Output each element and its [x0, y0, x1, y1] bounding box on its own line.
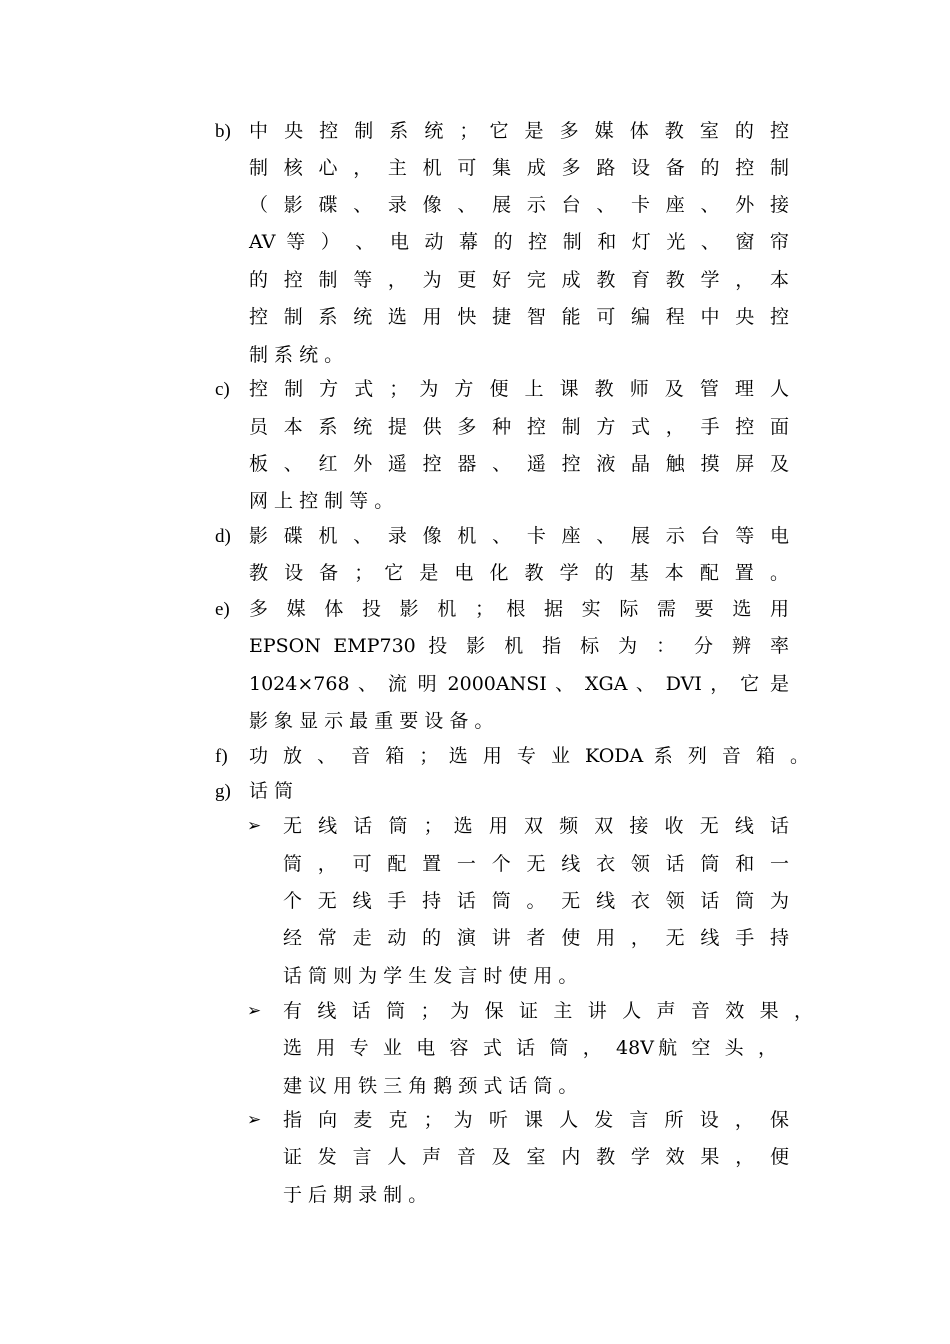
text-line: 的 控 制 等 ， 为 更 好 完 成 教 育 教 学 ， 本	[249, 269, 789, 291]
text-line: EPSON EMP730 投 影 机 指 标 为 ： 分 辨 率	[249, 635, 789, 657]
text-line: 控 制 方 式 ； 为 方 便 上 课 教 师 及 管 理 人	[249, 378, 789, 400]
text-line: 有 线 话 筒 ； 为 保 证 主 讲 人 声 音 效 果 ，	[283, 1000, 813, 1022]
text-line: 功 放 、 音 箱 ； 选 用 专 业 KODA 系 列 音 箱 。	[249, 745, 809, 767]
list-marker: d)	[215, 526, 231, 547]
text-line: 影 碟 机 、 录 像 机 、 卡 座 、 展 示 台 等 电	[249, 525, 789, 547]
list-marker: c)	[215, 379, 230, 400]
text-line: 员 本 系 统 提 供 多 种 控 制 方 式 ， 手 控 面	[249, 416, 789, 438]
text-line: 筒 ， 可 配 置 一 个 无 线 衣 领 话 筒 和 一	[283, 853, 789, 875]
arrow-bullet-icon: ➢	[247, 1110, 262, 1130]
text-line: 制 核 心 ， 主 机 可 集 成 多 路 设 备 的 控 制	[249, 157, 789, 179]
text-line: 多 媒 体 投 影 机 ； 根 据 实 际 需 要 选 用	[249, 598, 789, 620]
text-line: 中 央 控 制 系 统 ； 它 是 多 媒 体 教 室 的 控	[249, 120, 789, 142]
text-line: AV 等 ） 、 电 动 幕 的 控 制 和 灯 光 、 窗 帘	[249, 231, 789, 253]
text-line: 1024×768 、 流 明 2000ANSI 、 XGA 、 DVI ， 它 是	[249, 673, 789, 695]
text-line: 制 系 统 。	[249, 344, 344, 366]
text-line: （ 影 碟 、 录 像 、 展 示 台 、 卡 座 、 外 接	[249, 194, 789, 216]
text-line: 板 、 红 外 遥 控 器 、 遥 控 液 晶 触 摸 屏 及	[249, 453, 789, 475]
text-line: 经 常 走 动 的 演 讲 者 使 用 ， 无 线 手 持	[283, 927, 789, 949]
text-line: 于 后 期 录 制 。	[283, 1184, 428, 1206]
list-marker: b)	[215, 121, 231, 142]
arrow-bullet-icon: ➢	[247, 816, 262, 836]
text-line: 教 设 备 ； 它 是 电 化 教 学 的 基 本 配 置 。	[249, 562, 789, 584]
text-line: 选 用 专 业 电 容 式 话 筒 ， 48V航 空 头 ，	[283, 1037, 777, 1059]
text-line: 话 筒	[249, 780, 294, 802]
text-line: 无 线 话 筒 ； 选 用 双 频 双 接 收 无 线 话	[283, 815, 789, 837]
text-line: 证 发 言 人 声 音 及 室 内 教 学 效 果 ， 便	[283, 1146, 789, 1168]
text-line: 个 无 线 手 持 话 筒 。 无 线 衣 领 话 筒 为	[283, 890, 789, 912]
text-line: 建 议 用 铁 三 角 鹅 颈 式 话 筒 。	[283, 1075, 578, 1097]
text-line: 话 筒 则 为 学 生 发 言 时 使 用 。	[283, 965, 578, 987]
arrow-bullet-icon: ➢	[247, 1001, 262, 1021]
text-line: 控 制 系 统 选 用 快 捷 智 能 可 编 程 中 央 控	[249, 306, 789, 328]
text-line: 影 象 显 示 最 重 要 设 备 。	[249, 710, 494, 732]
text-line: 指 向 麦 克 ； 为 听 课 人 发 言 所 设 ， 保	[283, 1109, 789, 1131]
list-marker: g)	[215, 781, 231, 802]
list-marker: e)	[215, 599, 230, 620]
text-line: 网 上 控 制 等 。	[249, 490, 394, 512]
list-marker: f)	[215, 746, 228, 767]
